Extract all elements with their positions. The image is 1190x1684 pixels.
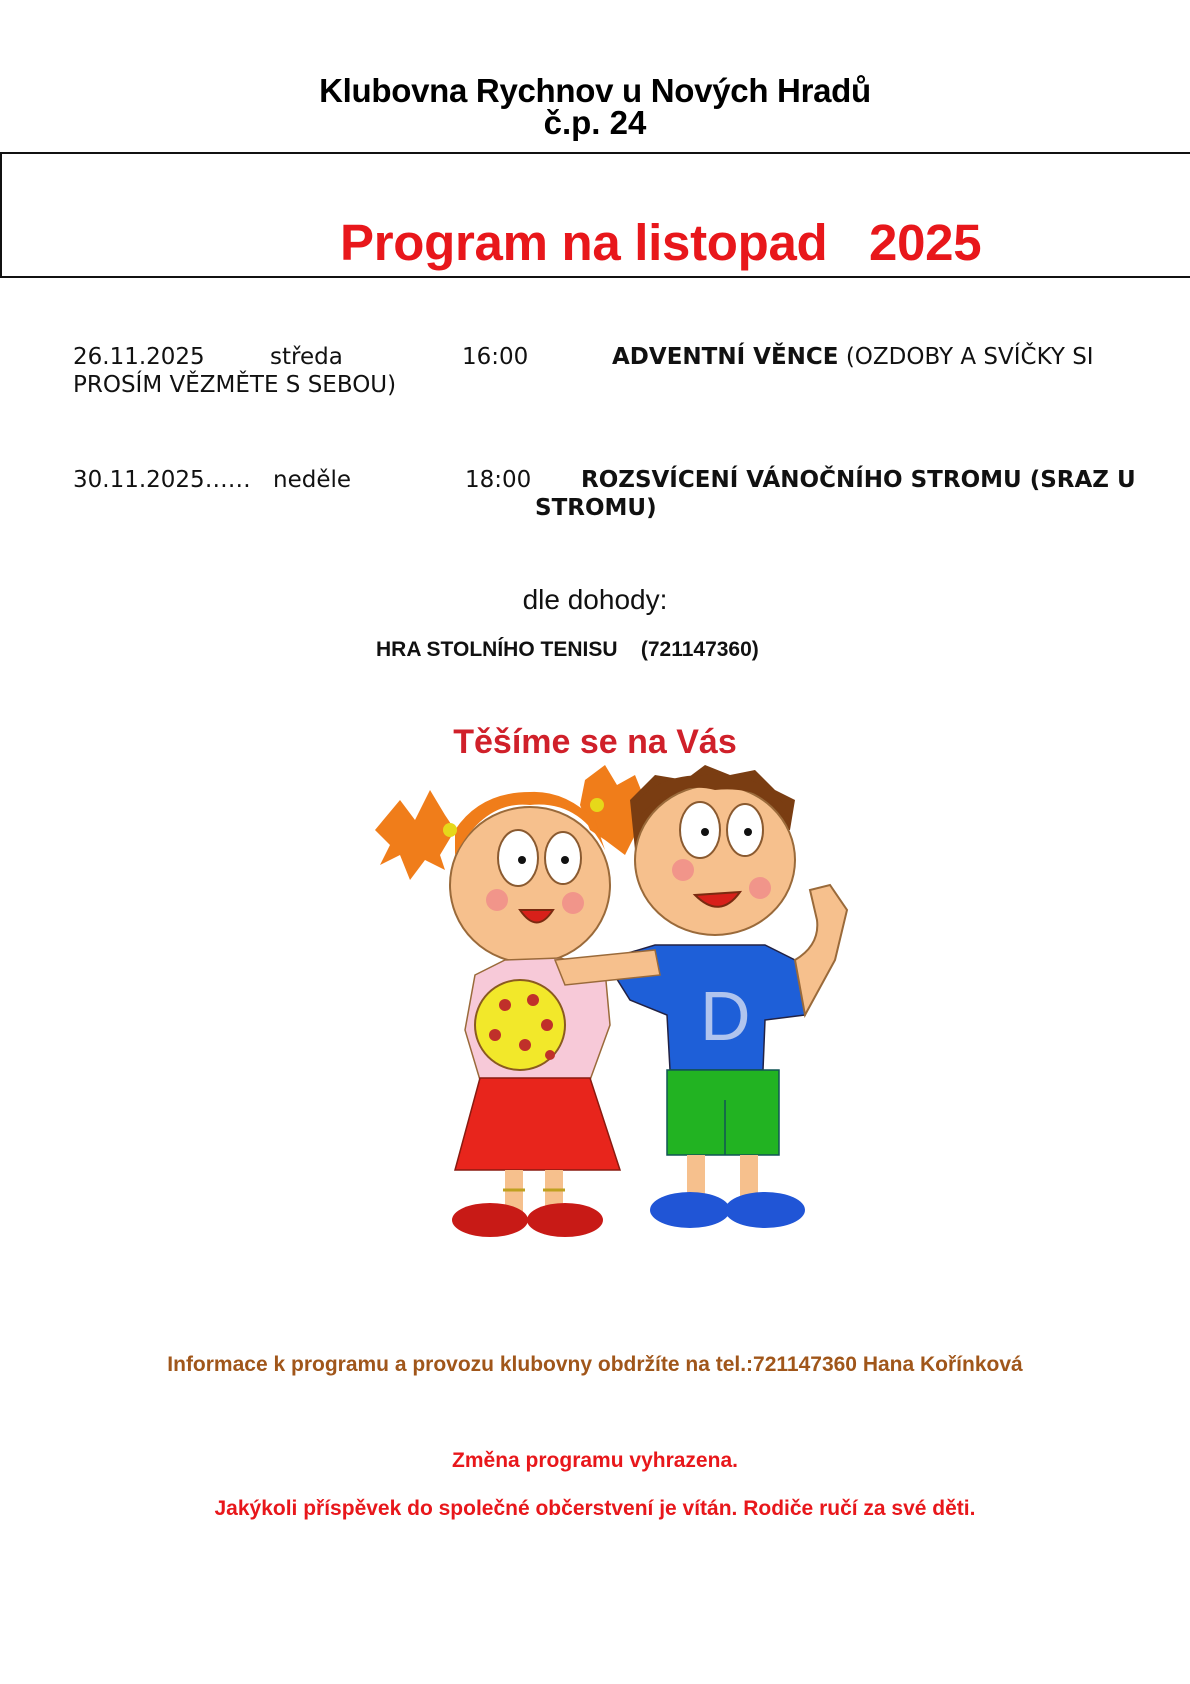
event-1-day: středa: [270, 344, 343, 370]
event-1-date: 26.11.2025: [73, 344, 205, 370]
event-2-title: [581, 466, 1136, 494]
greeting: Těšíme se na Vás: [453, 723, 737, 761]
contribution-notice: Jakýkoli příspěvek do společné občerstvení je vítán. Rodiče ručí za své děti.: [214, 1497, 976, 1520]
event-2-time: 18:00: [465, 467, 532, 493]
svg-text:D: D: [700, 977, 751, 1055]
children-illustration: [355, 760, 855, 1240]
event-1-title: [612, 343, 1094, 371]
table-tennis-activity: HRA STOLNÍHO TENISU (721147360): [376, 638, 759, 661]
event-2-name: ROZSVÍCENÍ VÁNOČNÍHO STROMU (SRAZ U: [581, 467, 1136, 493]
by-agreement-label: dle dohody:: [522, 584, 668, 615]
event-1-name: ADVENTNÍ VĚNCE: [612, 344, 839, 370]
event-1-note: (OZDOBY A SVÍČKY SI: [845, 344, 1094, 370]
club-name: Klubovna Rychnov u Nových Hradů: [319, 72, 871, 109]
children-illustration-icon: [355, 760, 855, 1240]
event-2-date: 30.11.2025……: [73, 467, 251, 493]
event-2-name-line2: STROMU): [535, 495, 657, 521]
event-2-day: neděle: [273, 467, 352, 493]
club-address: č.p. 24: [543, 104, 647, 141]
contact-info: Informace k programu a provozu klubovny obdržíte na tel.:721147360 Hana Kořínková: [167, 1353, 1023, 1376]
event-2-title-line2: [535, 494, 657, 522]
event-1-note-line2: PROSÍM VĚZMĚTE S SEBOU): [73, 372, 397, 398]
program-title: Program na listopad 2025: [340, 214, 982, 271]
change-notice: Změna programu vyhrazena.: [452, 1449, 738, 1472]
event-1-time: 16:00: [462, 344, 529, 370]
